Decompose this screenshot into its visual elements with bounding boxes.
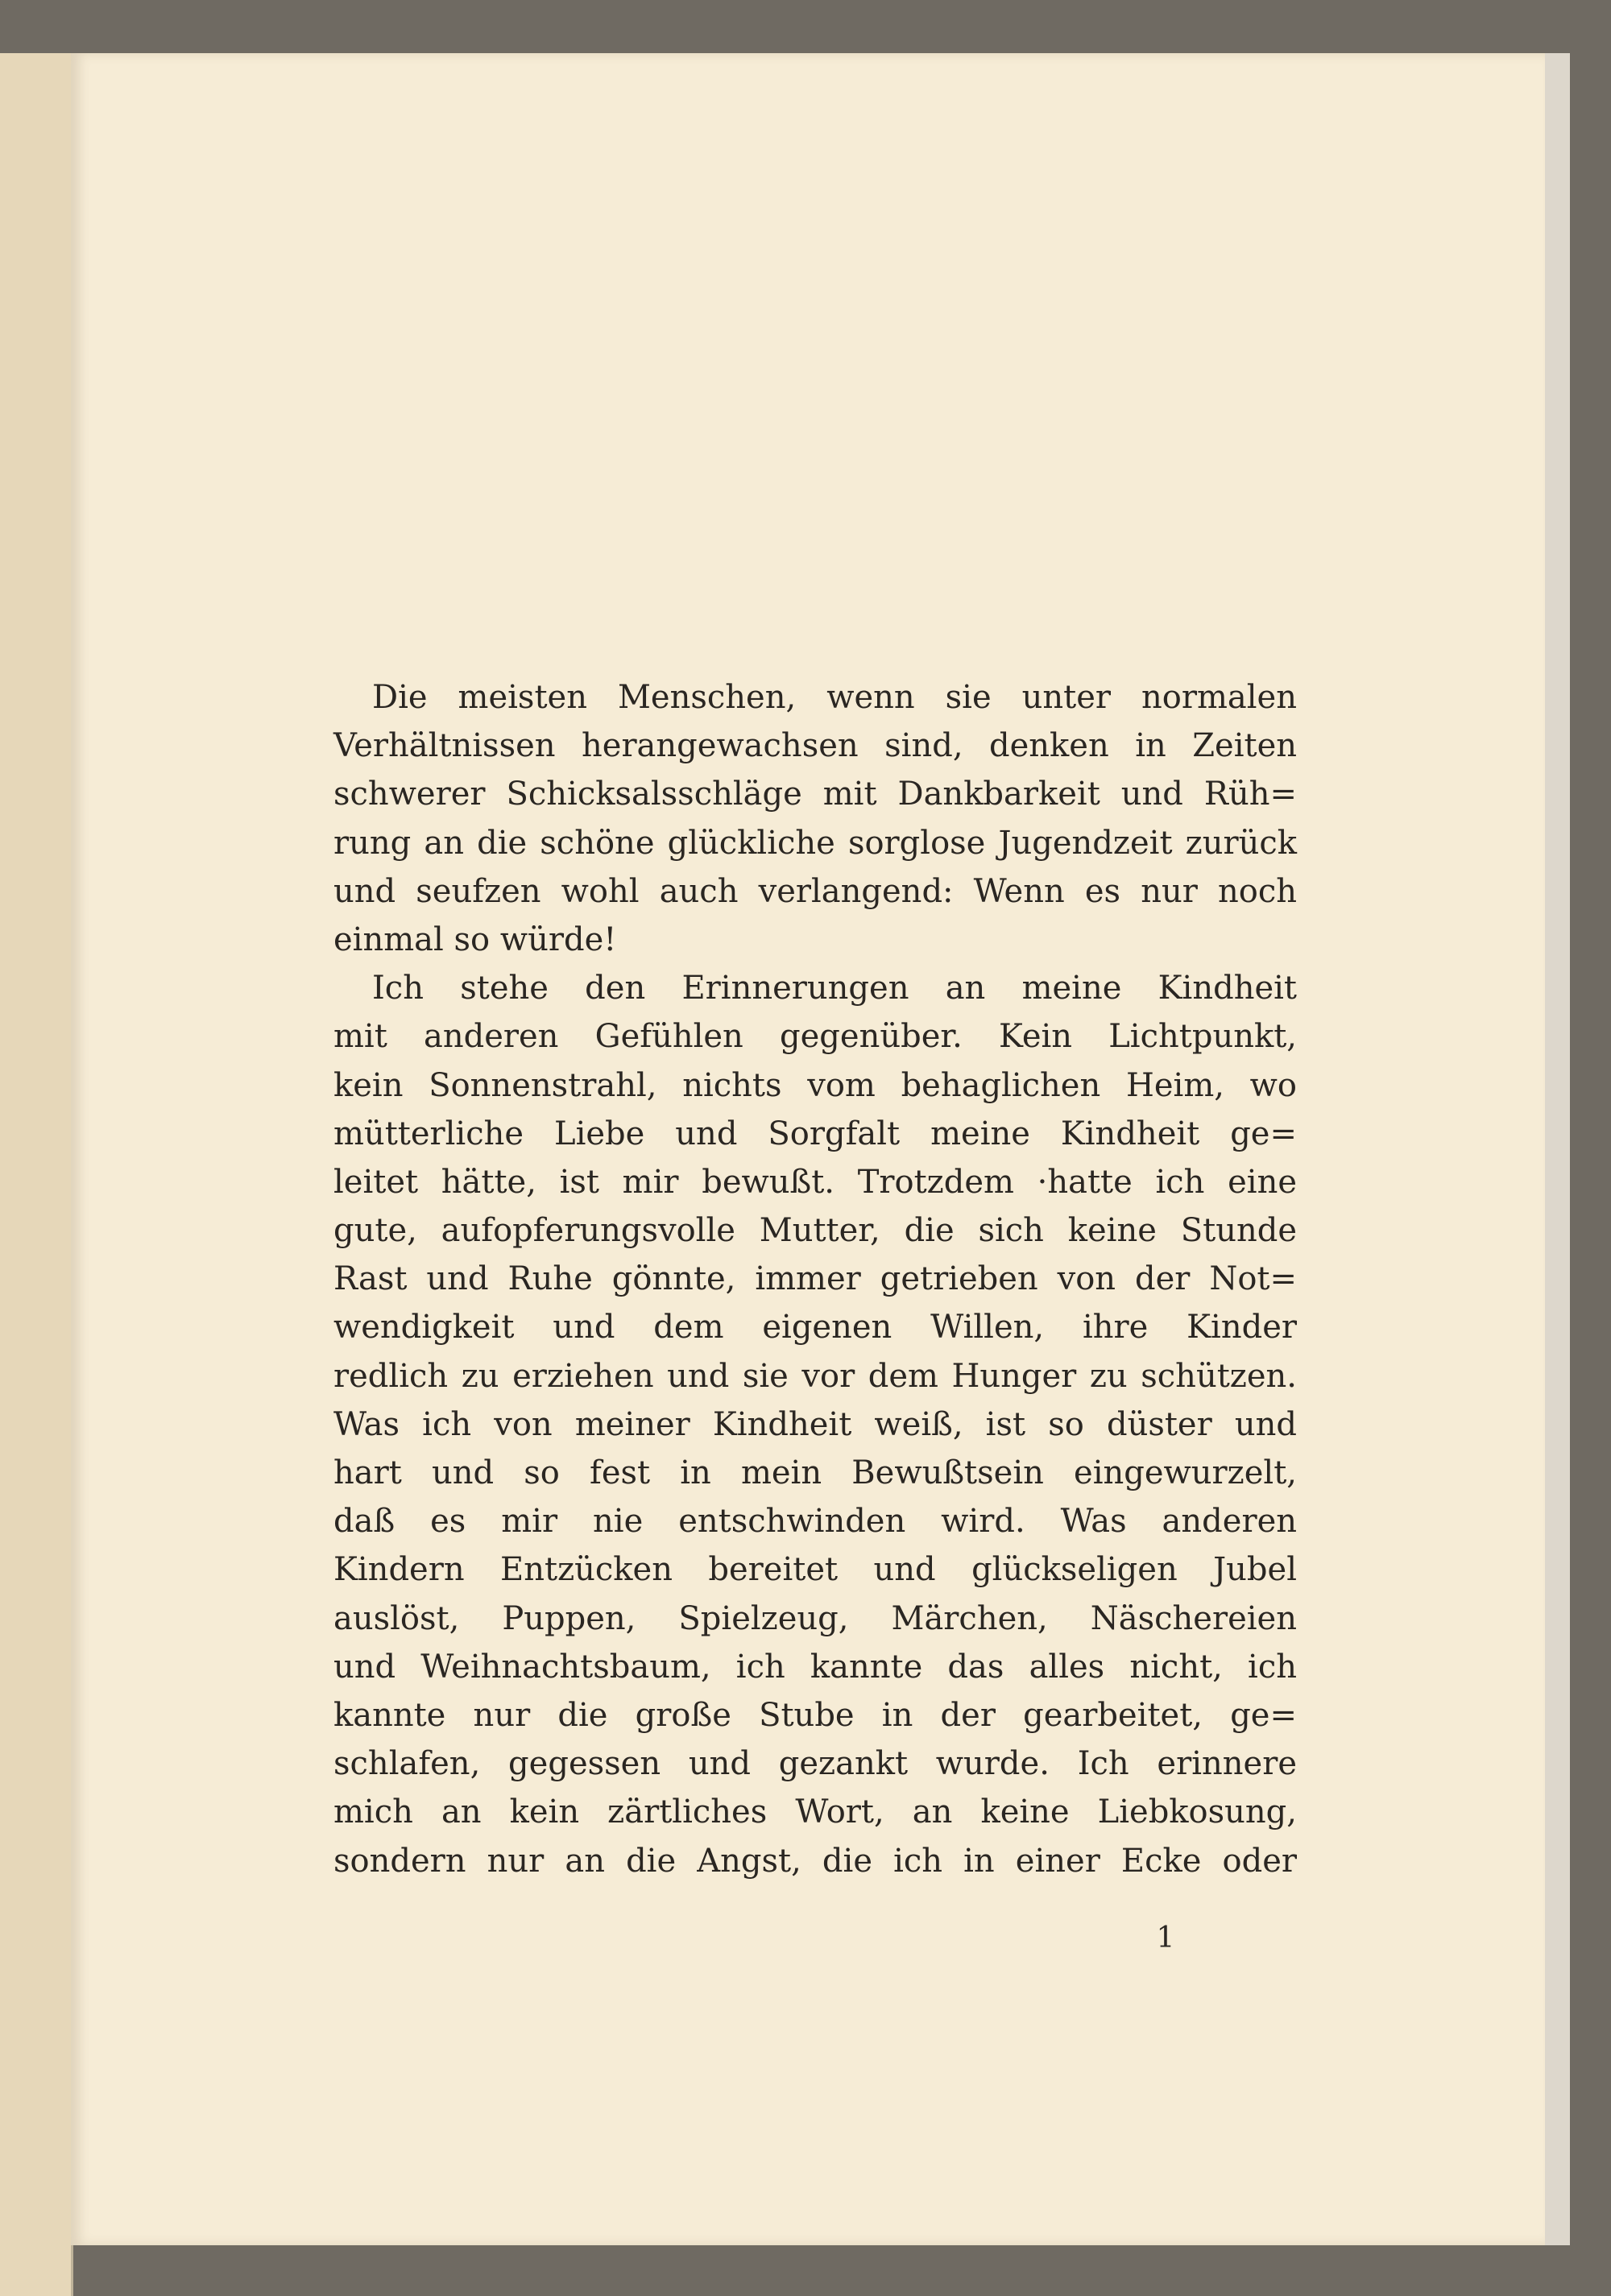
text-line: leitet hätte, ist mir bewußt. Trotzdem ·hatte ich eine [333, 1163, 1297, 1201]
text-line: Die meisten Menschen, wenn sie unter normalen [372, 679, 1297, 716]
text-line: mütterliche Liebe und Sorgfalt meine Kindheit ge= [333, 1115, 1297, 1152]
page-stack-edge [1543, 53, 1570, 2245]
text-line: hart und so fest in mein Bewußtsein eingewurzelt, [333, 1454, 1297, 1491]
text-line: und Weihnachtsbaum, ich kannte das alles nicht, ich [333, 1648, 1297, 1686]
text-line: rung an die schöne glückliche sorglose Jugendzeit zurück [333, 824, 1297, 862]
text-line: und seufzen wohl auch verlangend: Wenn es nur noch [333, 872, 1297, 910]
text-line: Was ich von meiner Kindheit weiß, ist so düster und [333, 1405, 1297, 1443]
text-line: Kindern Entzücken bereitet und glückseligen Jubel [333, 1551, 1297, 1589]
body-text [333, 673, 1297, 1885]
text-line: wendigkeit und dem eigenen Willen, ihre Kinder [333, 1309, 1297, 1347]
text-line: schwerer Schicksalsschläge mit Dankbarkeit und Rüh= [333, 776, 1297, 813]
text-line: daß es mir nie entschwinden wird. Was anderen [333, 1503, 1297, 1541]
text-line: gute, aufopferungsvolle Mutter, die sich keine Stunde [333, 1212, 1297, 1250]
text-line: auslöst, Puppen, Spielzeug, Märchen, Näschereien [333, 1599, 1297, 1637]
text-line: einmal so würde! [333, 920, 617, 958]
text-line: Rast und Ruhe gönnte, immer getrieben von der Not= [333, 1260, 1297, 1298]
page-number: 1 [1156, 1922, 1175, 1955]
text-line: kannte nur die große Stube in der gearbeitet, ge= [333, 1696, 1297, 1734]
text-line: sondern nur an die Angst, die ich in einer Ecke oder [333, 1842, 1297, 1880]
text-line: kein Sonnenstrahl, nichts vom behaglichen Heim, wo [333, 1066, 1297, 1104]
text-line: Ich stehe den Erinnerungen an meine Kindheit [372, 970, 1297, 1007]
facing-page-edge [0, 53, 73, 2296]
text-line: mit anderen Gefühlen gegenüber. Kein Lichtpunkt, [333, 1018, 1297, 1056]
book-page [71, 53, 1545, 2245]
text-line: Verhältnissen herangewachsen sind, denken in Zeiten [333, 727, 1297, 765]
text-line: redlich zu erziehen und sie vor dem Hunger zu schützen. [333, 1357, 1297, 1395]
text-line: schlafen, gegessen und gezankt wurde. Ich erinnere [333, 1745, 1297, 1783]
text-line: mich an kein zärtliches Wort, an keine Liebkosung, [333, 1793, 1297, 1831]
